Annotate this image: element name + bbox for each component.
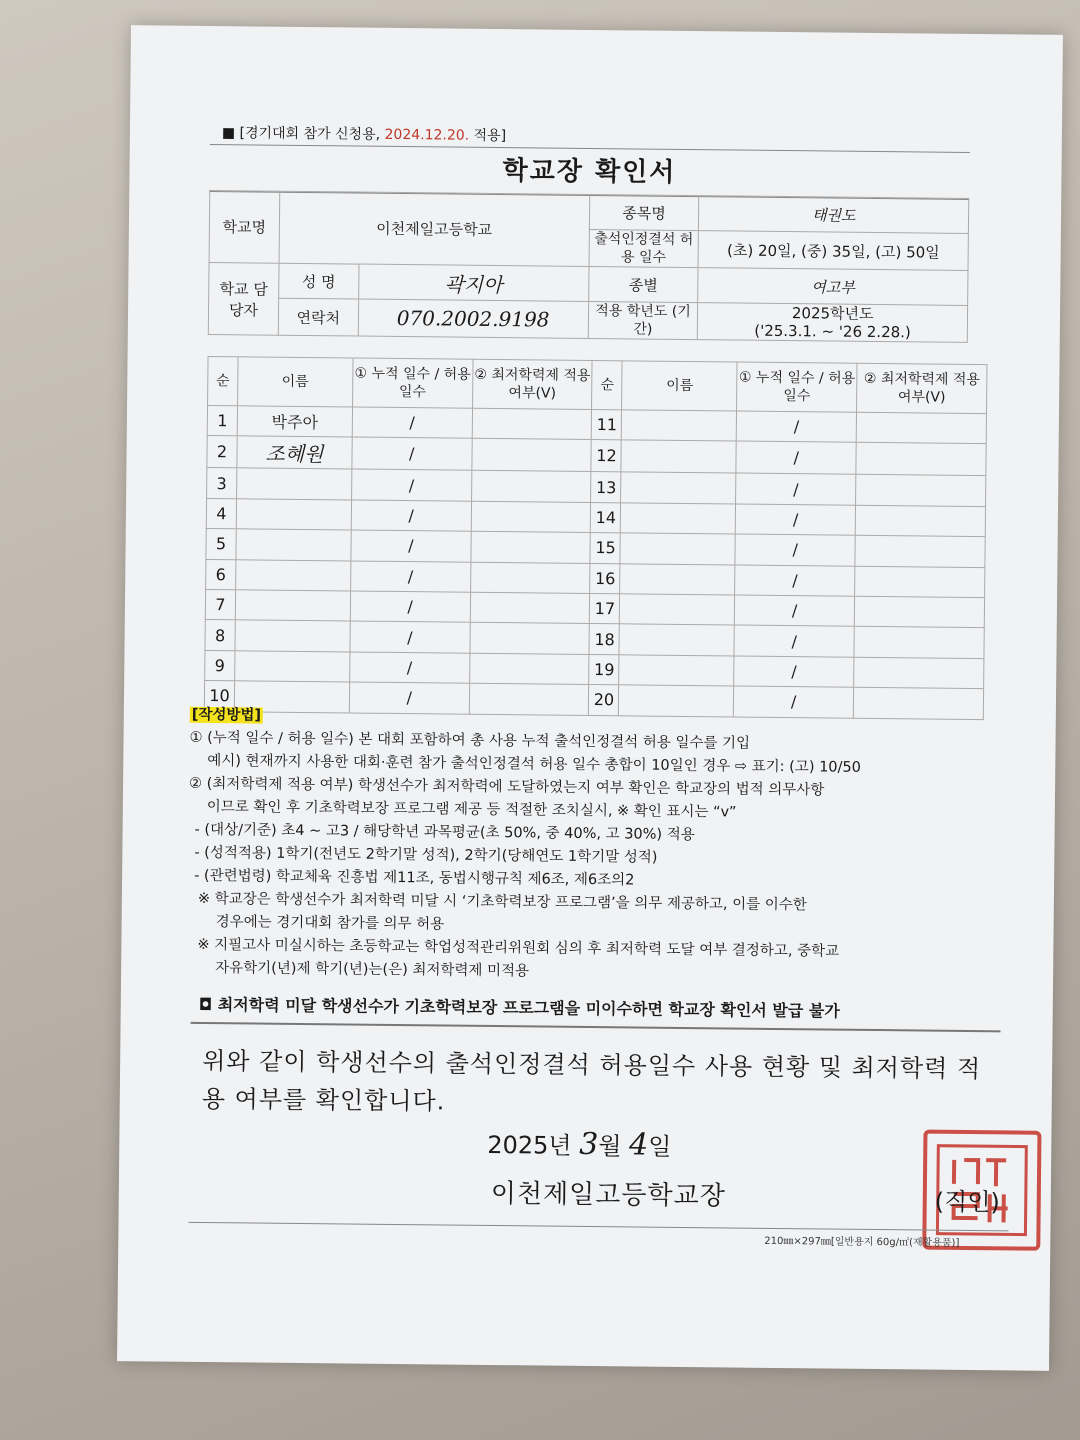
year-label: 적용 학년도 (기간)	[588, 301, 698, 339]
allowed-days-label: 출석인정결석 허용 일수	[589, 229, 699, 267]
date-year: 2025년	[487, 1130, 580, 1160]
days-cell: /	[351, 469, 471, 501]
days-cell: /	[736, 504, 856, 536]
instruction-line: 자유학기(년)제 학기(년)는(은) 최저학력제 미적용	[215, 960, 530, 980]
year-value: 2025학년도	[791, 304, 874, 323]
row-number: 7	[205, 589, 235, 620]
applied-cell	[855, 535, 985, 567]
header-prefix: ■ [경기대회 참가 신청용,	[221, 125, 385, 143]
row-number: 4	[206, 498, 236, 529]
student-name	[235, 590, 350, 622]
applied-cell	[470, 623, 590, 655]
row-number: 1	[207, 405, 237, 436]
days-cell: /	[734, 625, 854, 657]
student-name	[620, 563, 735, 595]
name-label: 성 명	[279, 263, 359, 299]
instructions	[187, 704, 1010, 989]
signer-name: 이천제일고등학교장	[490, 1178, 726, 1212]
allowed-days-value: (초) 20일, (중) 35일, (고) 50일	[698, 231, 968, 271]
days-cell: /	[736, 411, 856, 443]
row-number: 12	[591, 440, 621, 472]
form-header	[222, 122, 506, 145]
category-value: 여고부	[698, 268, 968, 306]
applied-cell	[471, 501, 591, 533]
instruction-line: 예시) 현재까지 사용한 대회·훈련 참가 출석인정결석 허용 일수 총합이 10일인 경우 ⇨ 표기: (고) 10/50	[207, 752, 861, 776]
instruction-line: ① (누적 일수 / 허용 일수) 본 대회 포함하여 총 사용 누적 출석인정결석 허용 일수를 기입	[189, 729, 751, 752]
year-period: ('25.3.1. ~ '26 2.28.)	[754, 321, 911, 342]
row-number: 2	[207, 436, 237, 468]
divider	[191, 1022, 1001, 1032]
days-cell: /	[350, 621, 470, 653]
seal-label: (직인)	[934, 1187, 1000, 1217]
days-cell: /	[735, 565, 855, 597]
days-cell: /	[350, 591, 470, 623]
applied-cell	[470, 562, 590, 594]
student-name	[621, 440, 736, 473]
row-number: 9	[205, 650, 235, 681]
header-date: 2024.12.20.	[384, 126, 470, 144]
row-number: 11	[592, 410, 622, 441]
student-name	[620, 533, 735, 565]
instruction-line: ※ 학교장은 학생선수가 최저학력 미달 시 ‘기초학력보장 프로그램’을 의무 제공하고, 이를 이수한	[197, 890, 807, 914]
date-day: 4	[628, 1127, 649, 1163]
student-name	[235, 620, 350, 652]
col-name: 이름	[238, 357, 353, 407]
applied-cell	[854, 657, 984, 689]
days-cell: /	[350, 561, 470, 593]
row-number: 5	[206, 529, 236, 560]
sport-label: 종목명	[589, 194, 699, 230]
row-number: 17	[590, 593, 620, 624]
student-name	[619, 624, 734, 656]
year-cell	[698, 303, 968, 343]
student-name	[236, 499, 351, 531]
days-cell: /	[734, 656, 854, 688]
applied-cell	[855, 566, 985, 598]
instruction-line: ※ 지필고사 미실시하는 초등학교는 학업성적관리위원회 심의 후 최저학력 도달 여부 결정하고, 중학교	[197, 936, 840, 960]
row-number: 10	[204, 681, 234, 712]
col-no-2: 순	[592, 361, 622, 410]
instruction-line: - (관련법령) 학교체육 진흥법 제11조, 동법시행규칙 제6조, 제6조의2	[194, 867, 635, 889]
paper-spec: 210㎜×297㎜[일반용지 60g/㎡(재활용품)]	[764, 1235, 960, 1249]
row-number: 6	[206, 559, 236, 590]
date-month-suffix: 월	[598, 1132, 630, 1161]
date-day-suffix: 일	[648, 1132, 672, 1161]
applied-cell	[854, 596, 984, 628]
row-number: 15	[590, 533, 620, 564]
confirmation-text: 위와 같이 학생선수의 출석인정결석 허용일수 사용 현황 및 최저학력 적용 여부를 확인합니다.	[201, 1046, 982, 1116]
days-cell: /	[352, 407, 472, 439]
days-cell: /	[349, 652, 469, 684]
student-name	[621, 503, 736, 535]
student-name: 조혜원	[237, 436, 352, 469]
days-cell: /	[735, 595, 855, 627]
student-name	[237, 468, 352, 500]
manager-name-signature: 곽지아	[358, 264, 588, 301]
instruction-line: 이므로 확인 후 기초학력보장 프로그램 제공 등 적절한 조치실시, ※ 확인 표시는 “v”	[206, 798, 737, 821]
notice: ◘ 최저학력 미달 학생선수가 기초학력보장 프로그램을 미이수하면 학교장 확인서 발급 불가	[198, 994, 840, 1021]
applied-cell	[472, 408, 592, 440]
student-name: 박주아	[237, 406, 352, 438]
student-name	[620, 594, 735, 626]
applied-cell	[472, 439, 592, 472]
school-label: 학교명	[209, 190, 280, 263]
row-number: 20	[589, 685, 619, 716]
document-paper	[117, 25, 1063, 1371]
applied-cell	[854, 627, 984, 659]
col-days: ① 누적 일수 / 허용 일수	[352, 358, 472, 408]
student-name	[236, 559, 351, 591]
document-title: 학교장 확인서	[209, 144, 969, 200]
info-table	[208, 190, 969, 343]
row-number: 16	[590, 563, 620, 594]
contact-value: 070.2002.9198	[358, 299, 588, 338]
col-no: 순	[208, 356, 238, 405]
applied-cell	[856, 412, 986, 444]
issue-date	[487, 1125, 671, 1163]
sport-value: 태권도	[699, 196, 969, 234]
instruction-line: ② (최저학력제 적용 여부) 학생선수가 최저학력에 도달하였는지 여부 확인은 학교장의 법적 의무사항	[188, 775, 825, 799]
days-cell: /	[352, 437, 472, 470]
applied-cell	[470, 592, 590, 624]
row-number: 3	[207, 468, 237, 499]
header-suffix: 적용]	[469, 127, 507, 145]
instructions-label: [작성방법]	[191, 706, 262, 724]
student-name	[235, 651, 350, 683]
days-cell: /	[736, 441, 856, 474]
days-cell: /	[349, 682, 469, 714]
instruction-line: - (대상/기준) 초4 ~ 고3 / 해당학년 과목평균(초 50%, 중 40%, 고 30%) 적용	[194, 821, 695, 844]
days-cell: /	[735, 534, 855, 566]
student-name	[236, 529, 351, 561]
days-cell: /	[734, 686, 854, 718]
student-name	[619, 655, 734, 687]
row-number: 13	[591, 472, 621, 503]
applied-cell	[856, 475, 986, 507]
row-number: 19	[589, 654, 619, 685]
applied-cell	[856, 443, 986, 476]
category-label: 종별	[588, 266, 698, 302]
col-applied-2: ② 최저학력제 적용 여부(V)	[857, 363, 987, 413]
applied-cell	[469, 653, 589, 685]
date-month: 3	[579, 1126, 599, 1163]
instruction-line: - (성적적용) 1학기(전년도 2학기말 성적), 2학기(당해연도 1학기말 성적)	[194, 844, 658, 866]
row-number: 8	[205, 620, 235, 651]
row-number: 18	[589, 624, 619, 655]
students-table	[204, 356, 988, 720]
col-applied: ② 최저학력제 적용 여부(V)	[472, 359, 592, 409]
bottom-divider	[188, 1222, 1008, 1232]
col-name-2: 이름	[622, 361, 737, 411]
days-cell: /	[351, 500, 471, 532]
applied-cell	[471, 531, 591, 563]
days-cell: /	[736, 473, 856, 505]
student-name	[622, 410, 737, 442]
col-days-2: ① 누적 일수 / 허용 일수	[737, 362, 857, 412]
manager-label: 학교 담당자	[208, 262, 279, 335]
row-number: 14	[591, 502, 621, 533]
days-cell: /	[351, 530, 471, 562]
applied-cell	[855, 505, 985, 537]
school-value: 이천제일고등학교	[279, 191, 589, 266]
student-name	[621, 472, 736, 504]
applied-cell	[471, 471, 591, 503]
contact-label: 연락처	[278, 298, 358, 336]
instruction-line: 경우에는 경기대회 참가를 의무 허용	[215, 914, 445, 933]
